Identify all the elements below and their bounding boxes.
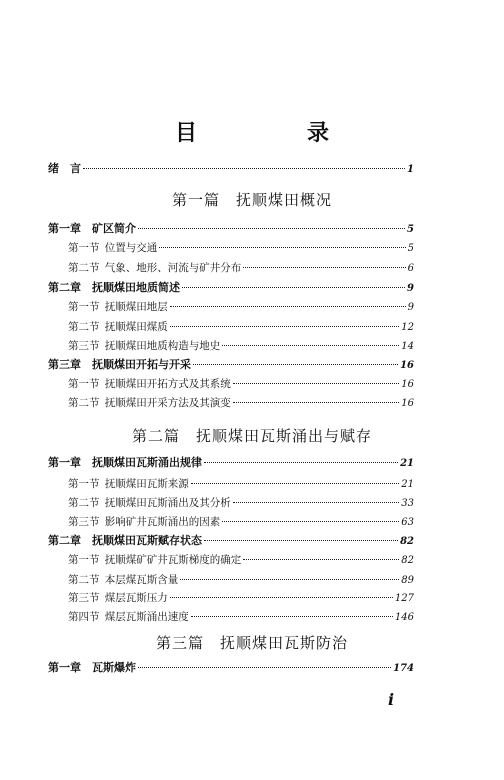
section-entry bbox=[68, 495, 414, 510]
dot-leader bbox=[138, 228, 405, 229]
preface-label: 绪 言 bbox=[48, 162, 81, 175]
dot-leader bbox=[159, 247, 405, 248]
section-title: 抚顺煤田地质构造与地史 bbox=[104, 340, 221, 352]
section-title: 煤层瓦斯涌出速度 bbox=[104, 611, 189, 623]
section-number: 第一节 bbox=[68, 301, 100, 313]
chapter-title: 矿区简介 bbox=[92, 222, 136, 235]
part-title: 第二篇 抚顺煤田瓦斯涌出与赋存 bbox=[131, 427, 372, 445]
dot-leader bbox=[182, 287, 405, 288]
chapter-number: 第一章 bbox=[48, 222, 81, 235]
page-number: 1 bbox=[407, 164, 414, 175]
section-title: 抚顺煤田开采方法及其演变 bbox=[104, 397, 231, 409]
chapter-title: 瓦斯爆炸 bbox=[92, 661, 136, 674]
dot-leader bbox=[204, 540, 398, 541]
section-number: 第三节 bbox=[68, 340, 100, 352]
section-title: 抚顺煤田煤质 bbox=[104, 321, 168, 333]
section-number: 第一节 bbox=[68, 478, 100, 490]
chapter-number: 第二章 bbox=[48, 281, 81, 294]
page-number: 6 bbox=[407, 263, 414, 274]
section-number: 第一节 bbox=[68, 554, 100, 566]
page-number: 12 bbox=[401, 322, 414, 333]
chapter-number: 第二章 bbox=[48, 534, 81, 547]
page-number: 21 bbox=[400, 458, 414, 469]
dot-leader bbox=[243, 559, 399, 560]
page-number: 82 bbox=[401, 555, 414, 566]
section-title: 抚顺煤田开拓方式及其系统 bbox=[104, 378, 231, 390]
page-number: 16 bbox=[401, 379, 414, 390]
dot-leader bbox=[83, 168, 405, 169]
dot-leader bbox=[191, 616, 393, 617]
chapter-entry bbox=[48, 279, 414, 295]
section-number: 第二节 bbox=[68, 321, 100, 333]
section-entry bbox=[68, 319, 414, 334]
page-number: 14 bbox=[401, 341, 414, 352]
page-number: 89 bbox=[401, 575, 414, 586]
section-number: 第二节 bbox=[68, 574, 100, 586]
section-title: 抚顺煤矿矿井瓦斯梯度的确定 bbox=[104, 554, 242, 566]
section-title: 抚顺煤田地层 bbox=[104, 301, 168, 313]
section-entry bbox=[68, 376, 414, 391]
section-entry bbox=[68, 590, 414, 605]
section-number: 第二节 bbox=[68, 397, 100, 409]
page-number: 5 bbox=[407, 224, 414, 235]
dot-leader bbox=[233, 402, 400, 403]
chapter-entry bbox=[48, 659, 414, 675]
section-number: 第二节 bbox=[68, 262, 100, 274]
section-title: 位置与交通 bbox=[104, 242, 158, 254]
page-number: 16 bbox=[400, 360, 414, 371]
folio: i bbox=[388, 690, 395, 709]
section-entry bbox=[68, 572, 414, 587]
section-number: 第一节 bbox=[68, 378, 100, 390]
dot-leader bbox=[233, 502, 400, 503]
section-title: 煤层瓦斯压力 bbox=[104, 592, 168, 604]
chapter-title: 抚顺煤田开拓与开采 bbox=[92, 358, 191, 371]
dot-leader bbox=[204, 462, 398, 463]
chapter-entry bbox=[48, 356, 414, 372]
chapter-title: 抚顺煤田瓦斯赋存状态 bbox=[92, 534, 202, 547]
dot-leader bbox=[243, 267, 405, 268]
page-number: 127 bbox=[394, 593, 414, 604]
page-number: 5 bbox=[407, 243, 414, 254]
section-number: 第三节 bbox=[68, 516, 100, 528]
chapter-entry bbox=[48, 532, 414, 548]
page-number: 82 bbox=[400, 536, 414, 547]
part-title: 第一篇 抚顺煤田概况 bbox=[171, 191, 332, 209]
section-number: 第四节 bbox=[68, 611, 100, 623]
section-title: 抚顺煤田瓦斯来源 bbox=[104, 478, 189, 490]
dot-leader bbox=[180, 579, 399, 580]
section-entry bbox=[68, 338, 414, 353]
page-number: 33 bbox=[401, 498, 414, 509]
chapter-title: 抚顺煤田瓦斯涌出规律 bbox=[92, 456, 202, 469]
section-title: 抚顺煤田瓦斯涌出及其分析 bbox=[104, 497, 231, 509]
section-entry bbox=[68, 260, 414, 275]
section-entry bbox=[68, 299, 414, 314]
section-title: 本层煤瓦斯含量 bbox=[104, 574, 179, 586]
section-number: 第一节 bbox=[68, 242, 100, 254]
part-title: 第三篇 抚顺煤田瓦斯防治 bbox=[155, 634, 348, 652]
page-number: 9 bbox=[407, 283, 414, 294]
page-number: 9 bbox=[407, 302, 414, 313]
section-entry bbox=[68, 514, 414, 529]
chapter-entry bbox=[48, 220, 414, 236]
section-number: 第二节 bbox=[68, 497, 100, 509]
section-entry bbox=[68, 476, 414, 491]
section-number: 第三节 bbox=[68, 592, 100, 604]
section-title: 气象、地形、河流与矿井分布 bbox=[104, 262, 242, 274]
page-number: 146 bbox=[394, 612, 414, 623]
dot-leader bbox=[170, 306, 406, 307]
dot-leader bbox=[191, 483, 400, 484]
section-title: 影响矿井瓦斯涌出的因素 bbox=[104, 516, 221, 528]
chapter-title: 抚顺煤田地质简述 bbox=[92, 281, 180, 294]
dot-leader bbox=[170, 597, 393, 598]
preface-entry bbox=[48, 160, 414, 176]
dot-leader bbox=[170, 326, 400, 327]
section-entry bbox=[68, 240, 414, 255]
section-entry bbox=[68, 552, 414, 567]
chapter-number: 第一章 bbox=[48, 456, 81, 469]
section-entry bbox=[68, 395, 414, 410]
section-entry bbox=[68, 609, 414, 624]
page-title: 目 录 bbox=[174, 120, 373, 146]
page-number: 21 bbox=[401, 479, 414, 490]
dot-leader bbox=[138, 667, 391, 668]
dot-leader bbox=[222, 345, 399, 346]
page-number: 16 bbox=[401, 398, 414, 409]
dot-leader bbox=[193, 364, 398, 365]
page-number: 63 bbox=[401, 517, 414, 528]
chapter-number: 第三章 bbox=[48, 358, 81, 371]
chapter-number: 第一章 bbox=[48, 661, 81, 674]
page-number: 174 bbox=[393, 663, 414, 674]
dot-leader bbox=[233, 383, 400, 384]
dot-leader bbox=[222, 521, 399, 522]
chapter-entry bbox=[48, 454, 414, 470]
